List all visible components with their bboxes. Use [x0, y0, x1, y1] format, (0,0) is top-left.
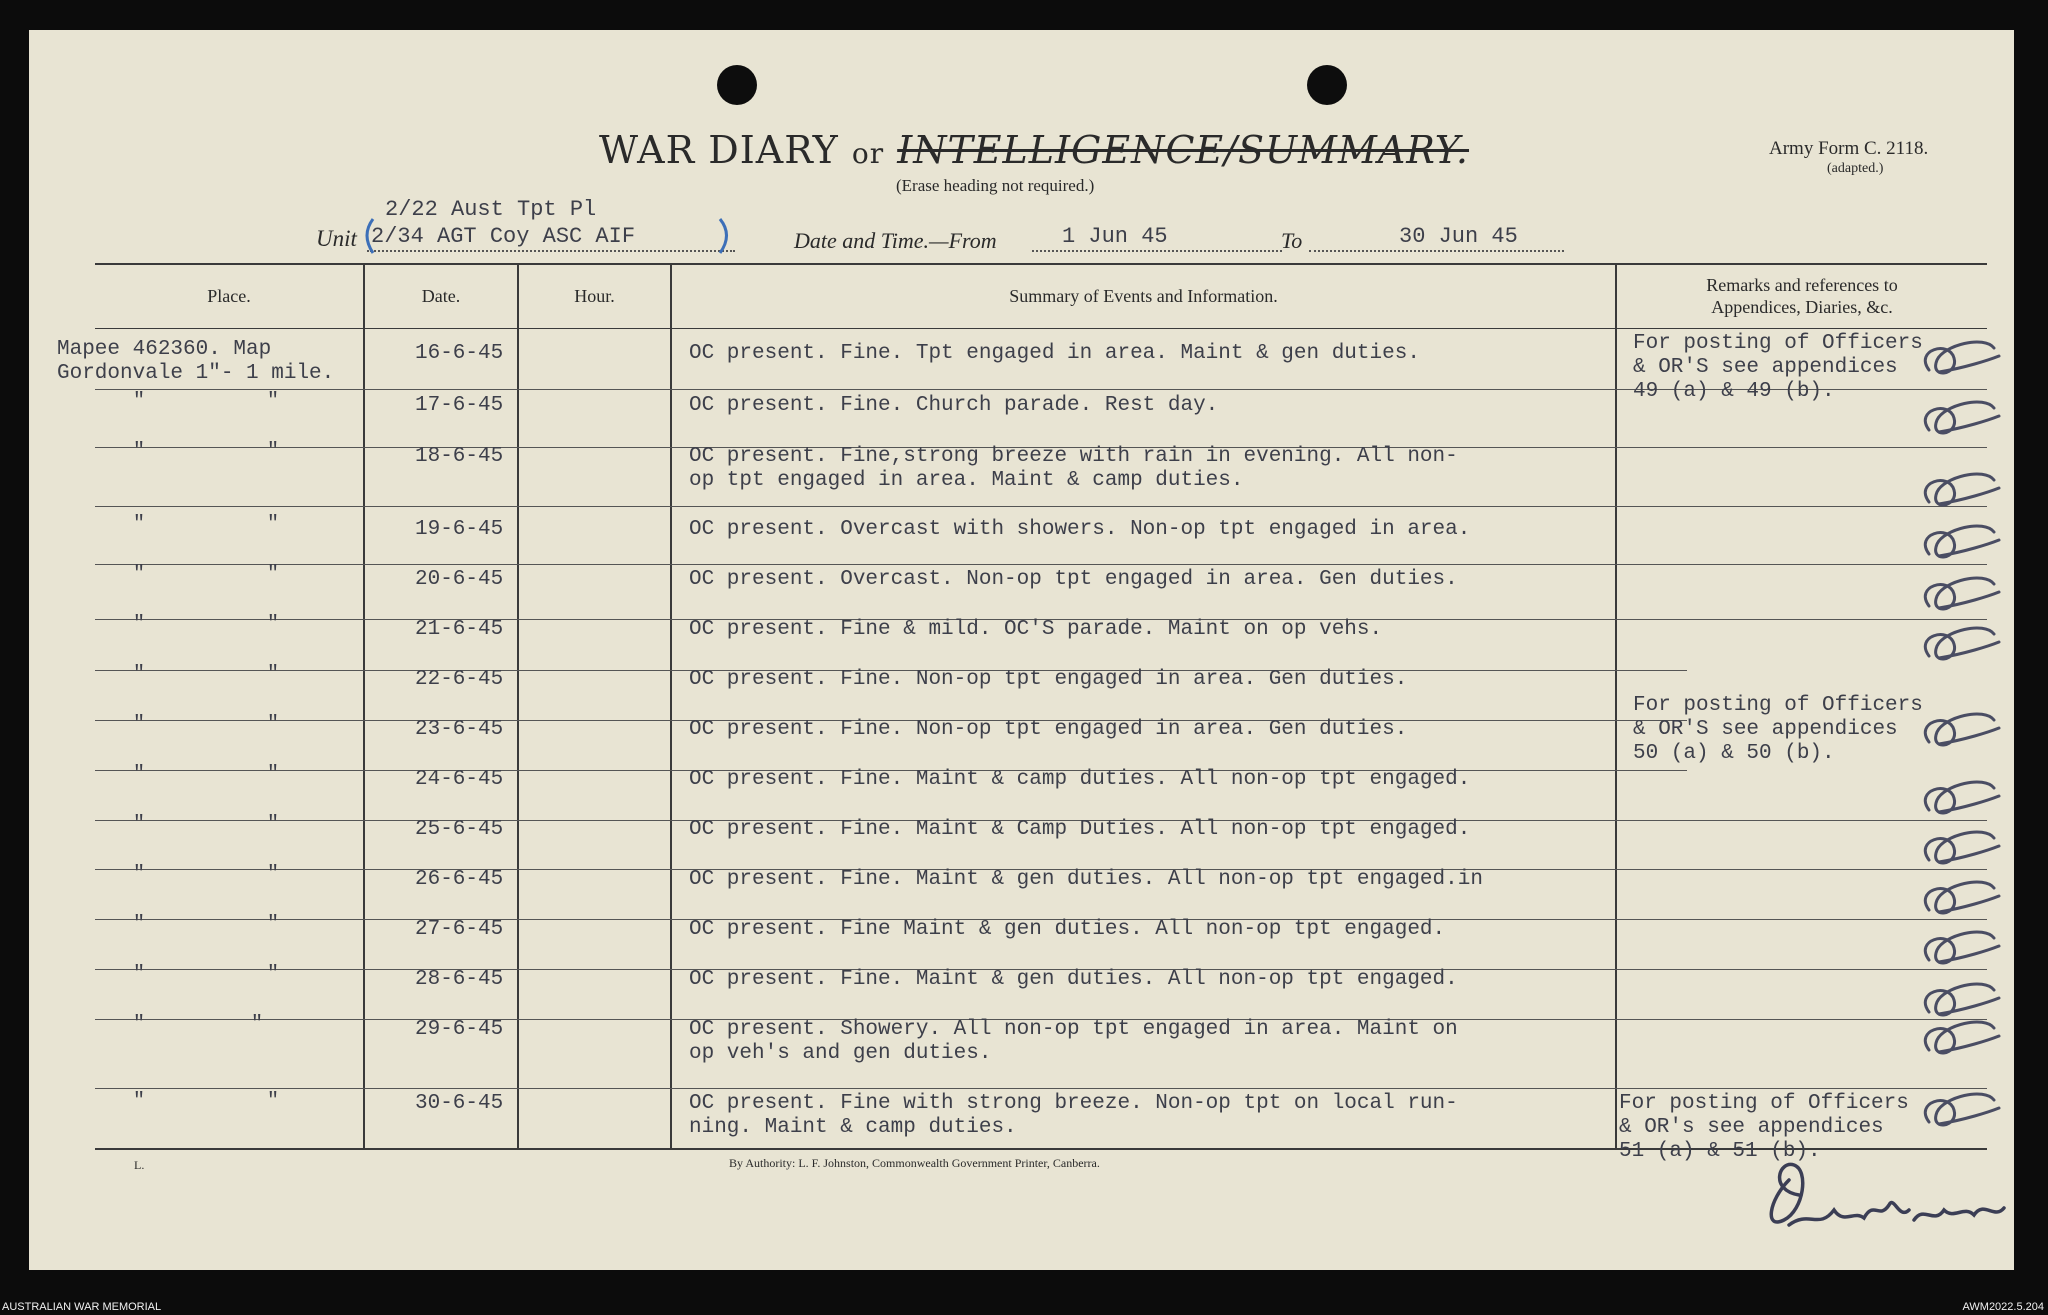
diary-page	[29, 30, 2014, 1270]
unit-line1: 2/22 Aust Tpt Pl	[385, 197, 597, 222]
entry-summary: OC present. Fine. Church parade. Rest day.	[689, 394, 1219, 417]
punch-hole	[717, 65, 757, 105]
entry-summary: OC present. Fine. Maint & gen duties. All non-op tpt engaged.	[689, 968, 1458, 991]
row-rule	[95, 564, 1987, 565]
table-top-rule	[95, 263, 1987, 265]
entry-date: 29-6-45	[415, 1018, 504, 1041]
entry-date: 20-6-45	[415, 568, 504, 591]
entry-date: 22-6-45	[415, 668, 504, 691]
col-header-remarks-2: Appendices, Diaries, &c.	[1711, 297, 1893, 317]
ditto-mark: "	[267, 813, 280, 836]
ditto-mark: "	[267, 390, 280, 413]
unit-line2: 2/34 AGT Coy ASC AIF	[371, 224, 636, 249]
entry-date: 30-6-45	[415, 1092, 504, 1115]
entry-date: 27-6-45	[415, 918, 504, 941]
entry-summary: OC present. Fine. Tpt engaged in area. Maint & gen duties.	[689, 342, 1420, 365]
ditto-mark: "	[267, 913, 280, 936]
archive-caption-left: AUSTRALIAN WAR MEMORIAL	[2, 1301, 162, 1313]
row-rule	[95, 506, 1987, 507]
ditto-mark: "	[133, 863, 146, 886]
entry-summary-continued: ning. Maint & camp duties.	[689, 1116, 1017, 1139]
ditto-mark: "	[267, 763, 280, 786]
from-field	[1032, 226, 1282, 252]
remark-line: For posting of Officers	[1633, 332, 1923, 355]
remark-line: & OR'S see appendices	[1633, 718, 1898, 741]
ditto-mark: "	[267, 863, 280, 886]
footer-mark: L.	[134, 1158, 145, 1172]
entry-summary: OC present. Fine. Maint & Camp Duties. All non-op tpt engaged.	[689, 818, 1471, 841]
erase-note: (Erase heading not required.)	[896, 176, 1095, 195]
ditto-mark: "	[267, 963, 280, 986]
ditto-mark: "	[267, 440, 280, 463]
to-date: 30 Jun 45	[1399, 224, 1518, 249]
entry-summary: OC present. Fine. Non-op tpt engaged in area. Gen duties.	[689, 668, 1408, 691]
from-date: 1 Jun 45	[1062, 224, 1168, 249]
printer-authority: By Authority: L. F. Johnston, Commonwealth Government Printer, Canberra.	[729, 1156, 1100, 1170]
col-header-place: Place.	[207, 286, 251, 306]
ditto-mark: "	[251, 1013, 264, 1036]
ditto-mark: "	[133, 1090, 146, 1113]
ditto-mark: "	[267, 513, 280, 536]
ditto-mark: "	[267, 563, 280, 586]
ditto-mark: "	[133, 713, 146, 736]
entry-summary: OC present. Fine Maint & gen duties. All non-op tpt engaged.	[689, 918, 1446, 941]
col-rule-summary	[1615, 263, 1617, 1148]
col-header-summary: Summary of Events and Information.	[1009, 286, 1278, 306]
entry-summary-continued: op veh's and gen duties.	[689, 1042, 992, 1065]
title-or: or	[851, 137, 885, 170]
title-war-diary: WAR DIARY	[599, 128, 839, 172]
page-title	[599, 128, 1469, 172]
col-rule-date	[517, 263, 519, 1148]
col-header-hour: Hour.	[574, 286, 615, 306]
to-label: To	[1281, 228, 1303, 253]
ditto-mark: "	[133, 563, 146, 586]
ditto-mark: "	[267, 1090, 280, 1113]
form-name: Army Form C. 2118.	[1769, 138, 1929, 159]
entry-summary: OC present. Fine. Non-op tpt engaged in area. Gen duties.	[689, 718, 1408, 741]
entry-date: 16-6-45	[415, 342, 504, 365]
entry-date: 23-6-45	[415, 718, 504, 741]
col-rule-place	[363, 263, 365, 1148]
ditto-mark: "	[133, 513, 146, 536]
entry-summary: OC present. Overcast with showers. Non-op tpt engaged in area.	[689, 518, 1471, 541]
entry-date: 28-6-45	[415, 968, 504, 991]
remark-line: 50 (a) & 50 (b).	[1633, 742, 1835, 765]
ditto-mark: "	[133, 440, 146, 463]
ditto-mark: "	[267, 613, 280, 636]
remark-line: & OR's see appendices	[1619, 1116, 1884, 1139]
remark-line: For posting of Officers	[1633, 694, 1923, 717]
date-time-label: Date and Time.—From	[794, 228, 997, 253]
entry-summary: OC present. Overcast. Non-op tpt engaged in area. Gen duties.	[689, 568, 1458, 591]
entry-summary: OC present. Fine & mild. OC'S parade. Maint on op vehs.	[689, 618, 1383, 641]
officer-signature	[1749, 1150, 2009, 1250]
remark-line: 51 (a) & 51 (b).	[1619, 1140, 1821, 1163]
ditto-mark: "	[133, 663, 146, 686]
ditto-mark: "	[133, 913, 146, 936]
archive-caption-right: AWM2022.5.204	[1962, 1301, 2044, 1313]
remark-line: 49 (a) & 49 (b).	[1633, 380, 1835, 403]
remark-line: & OR'S see appendices	[1633, 356, 1898, 379]
unit-label: Unit	[316, 226, 357, 251]
entry-summary: OC present. Fine. Maint & gen duties. All non-op tpt engaged.in	[689, 868, 1483, 891]
remark-line: For posting of Officers	[1619, 1092, 1909, 1115]
to-field	[1309, 226, 1564, 252]
entry-date: 25-6-45	[415, 818, 504, 841]
entry-summary: OC present. Fine,strong breeze with rain in evening. All non-	[689, 445, 1458, 468]
entry-summary: OC present. Fine with strong breeze. Non-op tpt on local run-	[689, 1092, 1458, 1115]
unit-bracket-marks	[359, 215, 739, 257]
entry-date: 24-6-45	[415, 768, 504, 791]
entry-summary-continued: op tpt engaged in area. Maint & camp duties.	[689, 469, 1244, 492]
title-struck-heading: INTELLIGENCE/SUMMARY.	[897, 128, 1470, 172]
entry-date: 21-6-45	[415, 618, 504, 641]
entry-summary: OC present. Showery. All non-op tpt engaged in area. Maint on	[689, 1018, 1458, 1041]
pencil-initials-marks	[1909, 330, 2009, 1150]
ditto-mark: "	[267, 713, 280, 736]
punch-hole	[1307, 65, 1347, 105]
entry-summary: OC present. Fine. Maint & camp duties. All non-op tpt engaged.	[689, 768, 1471, 791]
ditto-mark: "	[133, 390, 146, 413]
col-header-remarks-1: Remarks and references to	[1706, 275, 1898, 295]
entry-date: 19-6-45	[415, 518, 504, 541]
ditto-mark: "	[133, 1013, 146, 1036]
form-adapted: (adapted.)	[1827, 161, 1884, 176]
row-rule	[95, 1088, 1987, 1089]
ditto-mark: "	[133, 613, 146, 636]
entry-date: 17-6-45	[415, 394, 504, 417]
col-header-date: Date.	[421, 286, 461, 306]
ditto-mark: "	[267, 663, 280, 686]
place-ref-line2: Gordonvale 1"- 1 mile.	[57, 362, 335, 385]
ditto-mark: "	[133, 763, 146, 786]
col-rule-hour	[670, 263, 672, 1148]
ditto-mark: "	[133, 963, 146, 986]
ditto-mark: "	[133, 813, 146, 836]
entry-date: 26-6-45	[415, 868, 504, 891]
place-ref-line1: Mapee 462360. Map	[57, 338, 272, 361]
entry-date: 18-6-45	[415, 445, 504, 468]
header-rule	[95, 328, 1987, 329]
